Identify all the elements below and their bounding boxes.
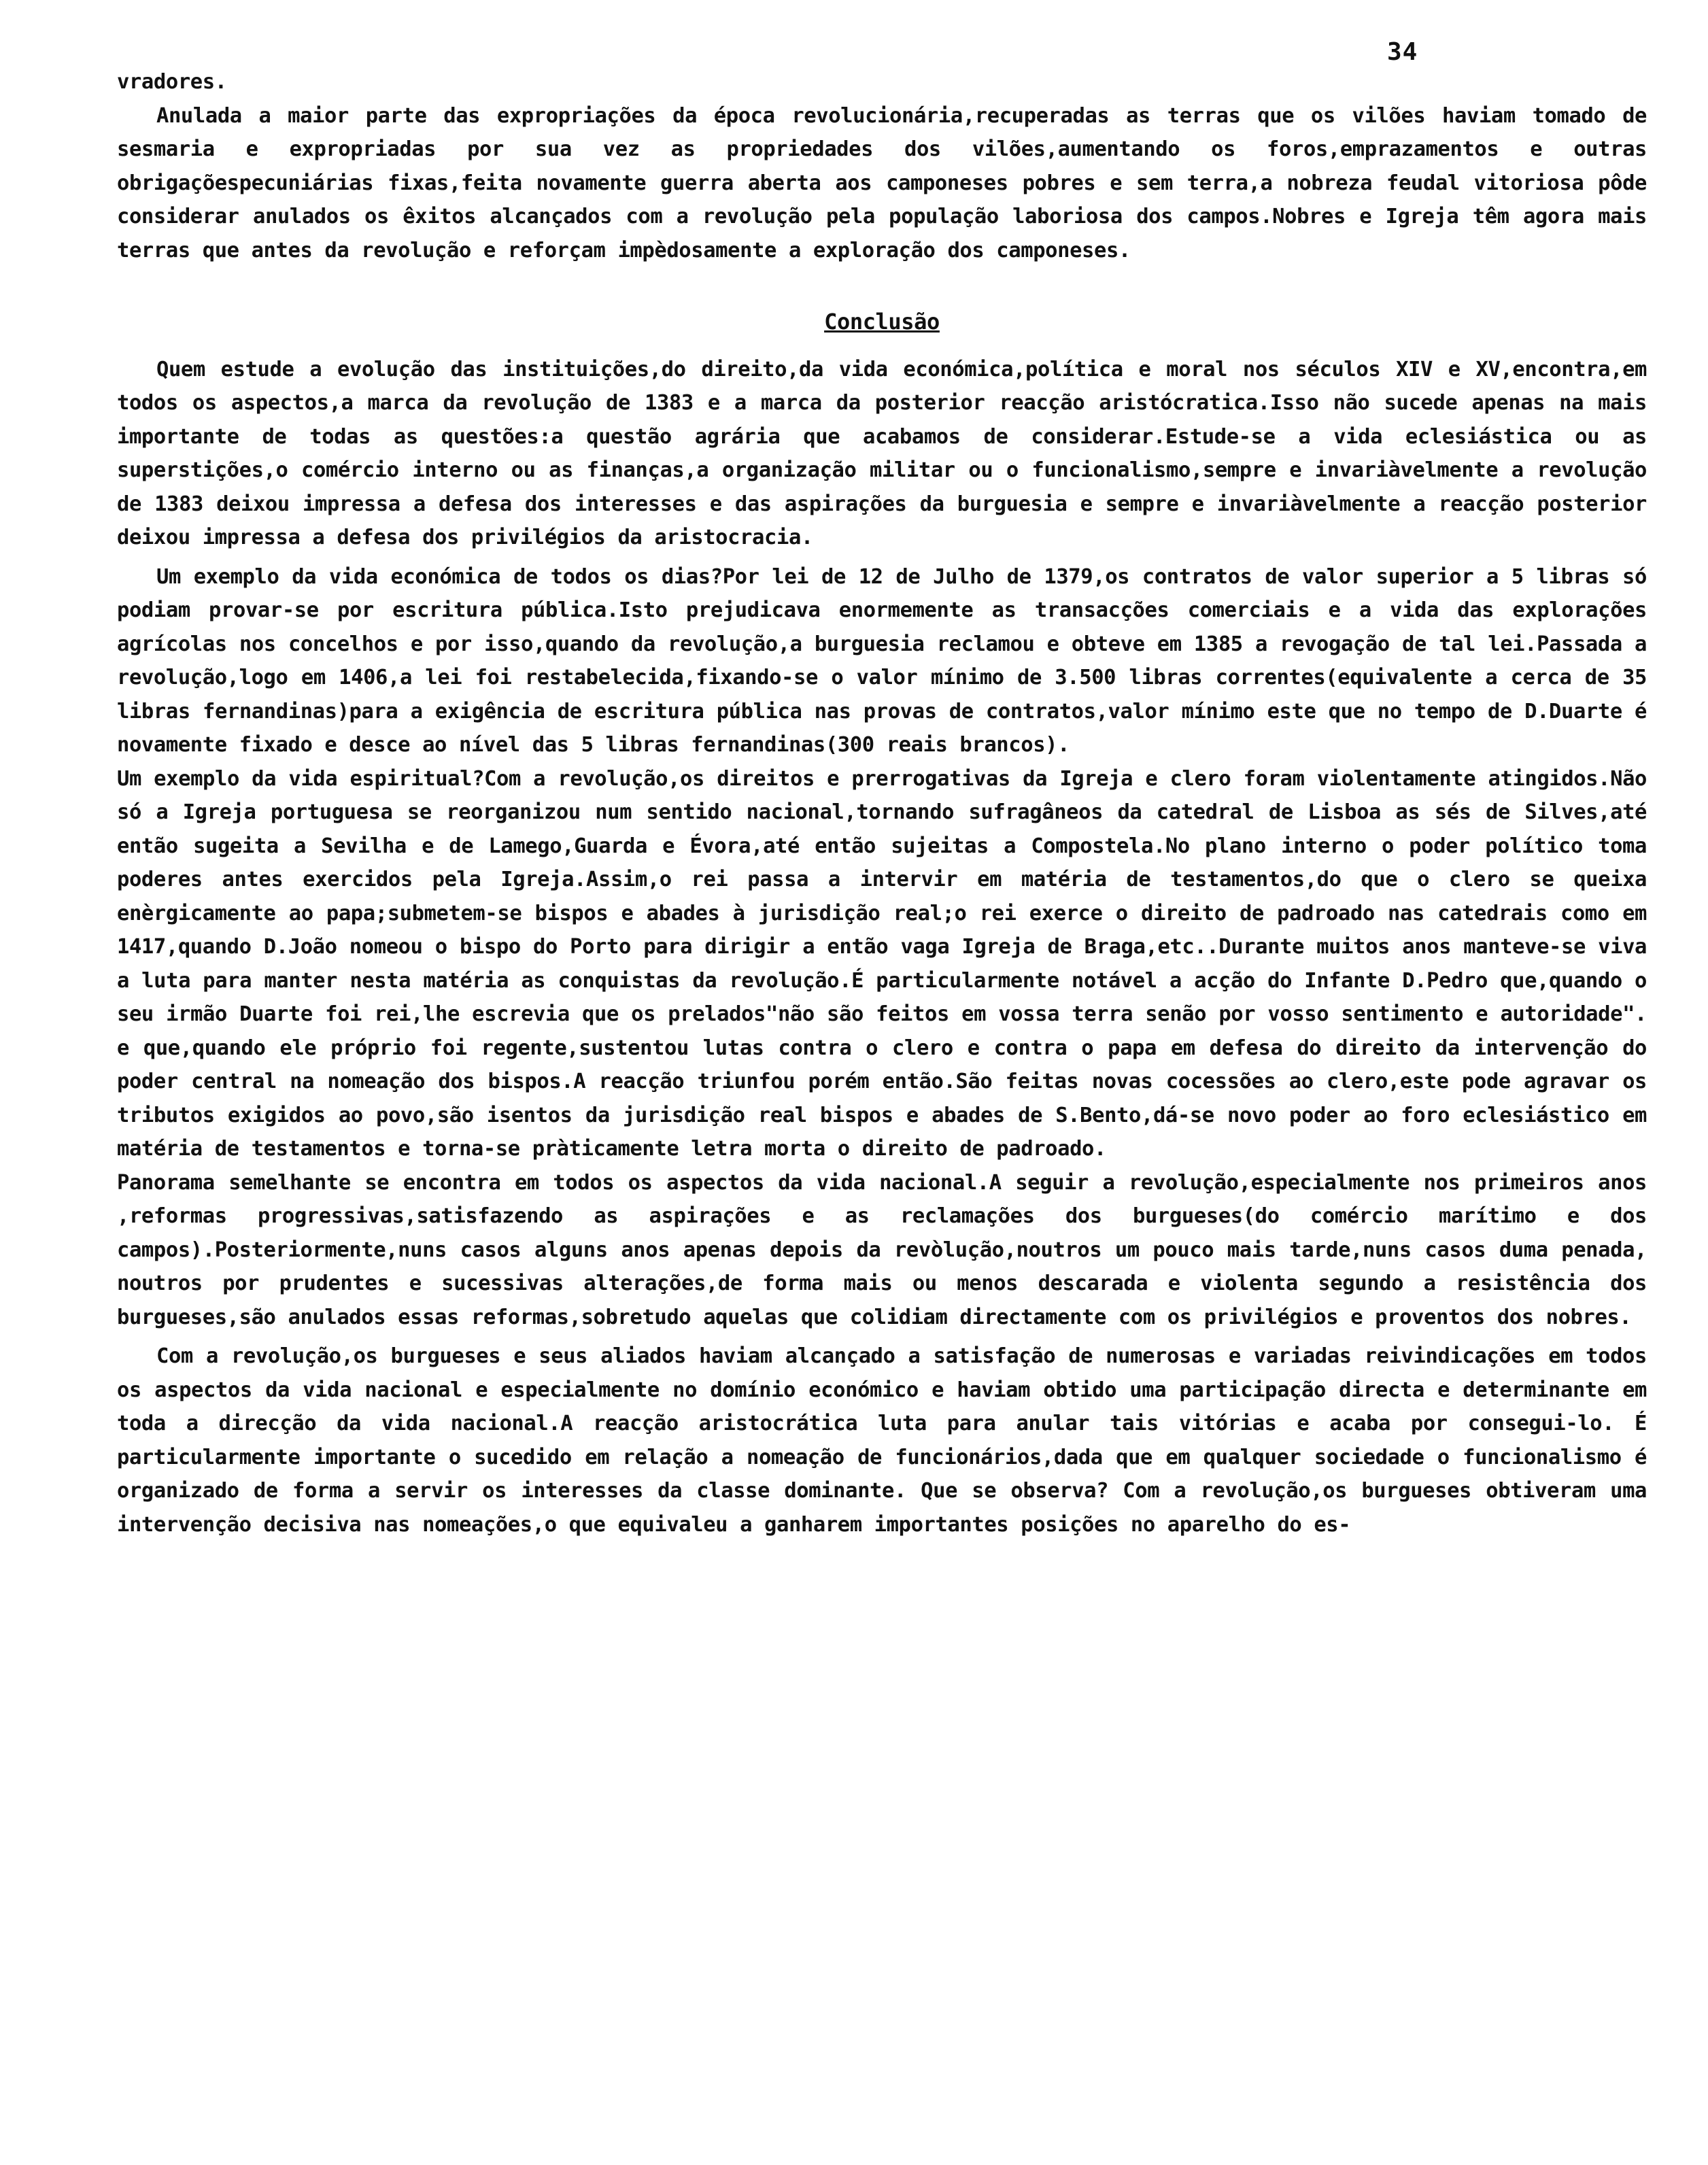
paragraph-economic-example: Um exemplo da vida económica de todos os dias?Por lei de 12 de Julho de 1379,os contratos de valor superior a 5 libras só podiam provar-se por escritura pública.Isto prejudicava enormemente as transacções comerciais e a vida das explorações agrícolas nos concelhos e por isso,quando da revolução,a burguesia reclamou e obteve em 1385 a revogação de tal lei.Passada a revolução,logo em 1406,a lei foi restabelecida,fixando-se o valor mínimo de 3.500 libras correntes(equivalente a cerca de 35 libras fernandinas)para a exigência de escritura pública nas provas de contratos,valor mínimo este que no tempo de D.Duarte é novamente fixado e desce ao nível das 5 libras fernandinas(300 reais brancos). (117, 564, 1647, 757)
paragraph-reaction-summary: Anulada a maior parte das expropriações da época revolucionária,recuperadas as terras que os vilões haviam tomado de sesmaria e expropriadas por sua vez as propriedades dos vilões,aumentando os foros,emprazamentos e outras obrigaçõespecuniárias fixas,feita novamente guerra aberta aos camponeses pobres e sem terra,a nobreza feudal vitoriosa pôde considerar anulados os êxitos alcançados com a revolução pela população laboriosa dos campos.Nobres e Igreja têm agora mais terras que antes da revolução e reforçam impèdosamente a exploração dos camponeses. (117, 103, 1647, 262)
paragraph-revolution-burgesses: Com a revolução,os burgueses e seus aliados haviam alcançado a satisfação de numerosas e variadas reivindicações em todos os aspectos da vida nacional e especialmente no domínio económico e haviam obtido uma participação directa e determinante em toda a direcção da vida nacional.A reacção aristocrática luta para anular tais vitórias e acaba por consegui-lo. É particularmente importante o sucedido em relação a nomeação de funcionários,dada que em qualquer sociedade o funcionalismo é organizado de forma a servir os interesses da classe dominante. Que se observa? Com a revolução,os burgueses obtiveram uma intervenção decisiva nas nomeações,o que equivaleu a ganharem importantes posições no aparelho do es- (117, 1344, 1647, 1537)
body-text (117, 65, 1647, 1541)
paragraph-panorama: Panorama semelhante se encontra em todos os aspectos da vida nacional.A seguir a revolução,especialmente nos primeiros anos ,reformas progressivas,satisfazendo as aspirações e as reclamações dos burgueses(do comércio marítimo e dos campos).Posteriormente,nuns casos alguns anos apenas depois da revòlução,noutros um pouco mais tarde,nuns casos duma penada, noutros por prudentes e sucessivas alterações,de forma mais ou menos descarada e violenta segundo a resistência dos burgueses,são anulados essas reformas,sobretudo aquelas que colidiam directamente com os privilégios e proventos dos nobres. (117, 1170, 1647, 1329)
page-number: 34 (1387, 38, 1418, 66)
section-heading: Conclusão (824, 309, 940, 335)
paragraph-evolution: Quem estude a evolução das instituições,do direito,da vida económica,política e moral nos séculos XIV e XV,encontra,em todos os aspectos,a marca da revolução de 1383 e a marca da posterior reacção aristócratica.Isso não sucede apenas na mais importante de todas as questões:a questão agrária que acabamos de considerar.Estude-se a vida eclesiástica ou as superstições,o comércio interno ou as finanças,a organização militar ou o funcionalismo,sempre e invariàvelmente a revolução de 1383 deixou impressa a defesa dos interesses e das aspirações da burguesia e sempre e invariàvelmente a reacção posterior deixou impressa a defesa dos privilégios da aristocracia. (117, 357, 1647, 549)
paragraph-continuation: vradores. (117, 70, 227, 94)
paragraph-spiritual-example: Um exemplo da vida espiritual?Com a revolução,os direitos e prerrogativas da Igreja e clero foram violentamente atingidos.Não só a Igreja portuguesa se reorganizou num sentido nacional,tornando sufragâneos da catedral de Lisboa as sés de Silves,até então sugeita a Sevilha e de Lamego,Guarda e Évora,até então sujeitas a Compostela.No plano interno o poder político toma poderes antes exercidos pela Igreja.Assim,o rei passa a intervir em matéria de testamentos,do que o clero se queixa enèrgicamente ao papa;submetem-se bispos e abades à jurisdição real;o rei exerce o direito de padroado nas catedrais como em 1417,quando D.João nomeou o bispo do Porto para dirigir a então vaga Igreja de Braga,etc..Durante muitos anos manteve-se viva a luta para manter nesta matéria as conquistas da revolução.É particularmente notável a acção do Infante D.Pedro que,quando o seu irmão Duarte foi rei,lhe escrevia que os prelados"não são feitos em vossa terra senão por vosso sentimento e autoridade". e que,quando ele próprio foi regente,sustentou lutas contra o clero e contra o papa em defesa do direito da intervenção do poder central na nomeação dos bispos.A reacção triunfou porém então.São feitas novas cocessões ao clero,este pode agravar os tributos exigidos ao povo,são isentos da jurisdição real bispos e abades de S.Bento,dá-se novo poder ao foro eclesiástico em matéria de testamentos e torna-se pràticamente letra morta o direito de padroado. (117, 766, 1647, 1161)
